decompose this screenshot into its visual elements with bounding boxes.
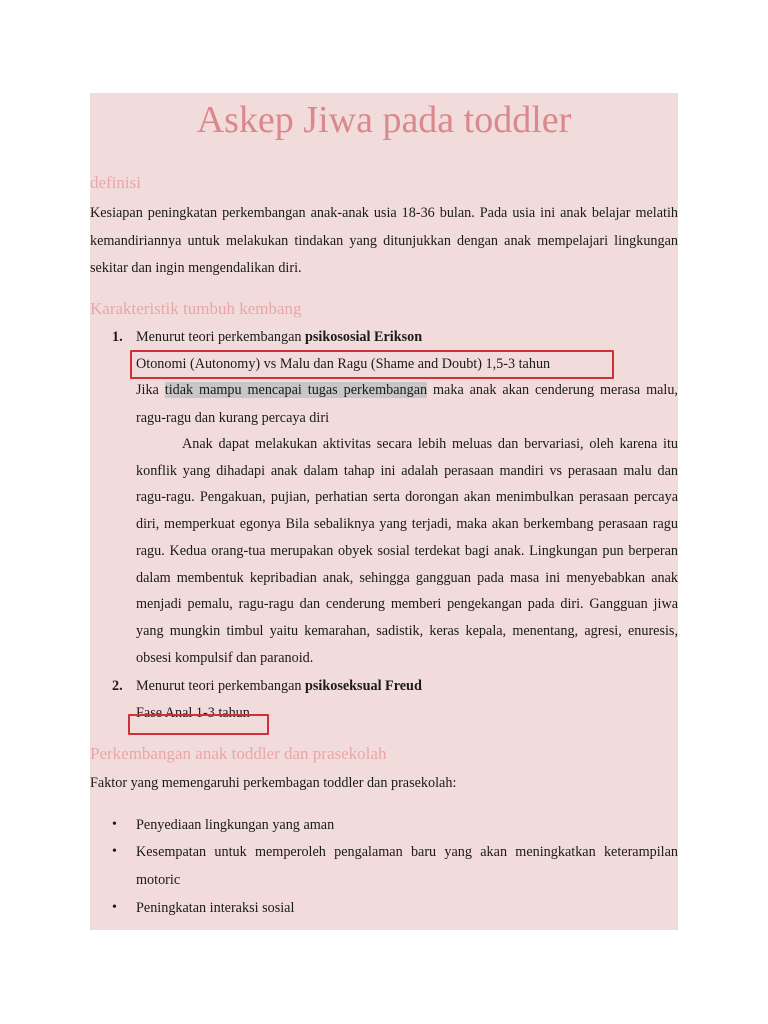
bullet-dot: • <box>112 817 117 832</box>
item1-jika-highlight: tidak mampu mencapai tugas perkembangan <box>164 382 428 398</box>
bullet-item: Penyediaan lingkungan yang aman <box>136 817 335 833</box>
item2-intro: Menurut teori perkembangan <box>136 678 306 694</box>
bullet-item: Kesempatan untuk memperoleh pengalaman baru yang akan meningkatkan keterampilan motoric <box>136 844 678 888</box>
list-number-1: 1. <box>112 329 123 345</box>
item2-title <box>136 676 422 696</box>
item1-bold: psikososial Erikson <box>305 329 423 345</box>
item1-jika <box>136 377 678 432</box>
document-title: Askep Jiwa pada toddler <box>196 99 572 141</box>
heading-perkembangan: Perkembangan anak toddler dan prasekolah <box>90 744 387 763</box>
heading-definisi: definisi <box>90 173 141 192</box>
bullet-item: Peningkatan interaksi sosial <box>136 900 295 916</box>
item1-intro: Menurut teori perkembangan <box>136 329 306 345</box>
item1-jika-prefix: Jika <box>136 382 165 398</box>
document-page <box>90 93 678 930</box>
heading-karakteristik: Karakteristik tumbuh kembang <box>90 299 302 318</box>
item1-jika-suffix: maka anak akan cenderung merasa malu, ragu-ragu dan kurang percaya diri <box>136 382 678 426</box>
item2-bold: psikoseksual Freud <box>305 678 422 694</box>
bullet-dot: • <box>112 900 117 915</box>
item1-title <box>136 327 422 347</box>
item1-paragraph: Anak dapat melakukan aktivitas secara lebih meluas dan bervariasi, oleh karena itu konflik yang dihadapi anak dalam tahap ini adalah perasaan mandiri vs perasaan malu dan ragu-ragu. Pengakuan, pujian, perhatian serta dorongan akan menimbulkan perasaan percaya diri, memperkuat egonya Bila sebaliknya yang terjadi, maka akan berkembang perasaan ragu ragu. Kedua orang-tua merupakan obyek sosial terdekat bagi anak. Lingkungan pun berperan dalam membentuk kepribadian anak, sehingga gangguan pada masa ini menyebabkan anak menjadi pemalu, ragu-ragu dan cenderung memberi pengekangan pada diri. Gangguan jiwa yang mungkin timbul yaitu kemarahan, sadistik, keras kepala, menentang, agresi, enuresis, obsesi kompulsif dan paranoid. <box>136 436 678 666</box>
highlight-box-2 <box>128 714 269 735</box>
perkembangan-intro: Faktor yang memengaruhi perkembagan toddler dan prasekolah: <box>90 775 457 791</box>
list-number-2: 2. <box>112 678 123 694</box>
definisi-text: Kesiapan peningkatan perkembangan anak-anak usia 18-36 bulan. Pada usia ini anak belajar melatih kemandiriannya untuk melakukan tindakan yang ditunjukkan dengan anak mempelajari lingkungan sekitar dan ingin mengendalikan diri. <box>90 205 678 276</box>
bullet-dot: • <box>112 844 117 859</box>
item1-stage: Otonomi (Autonomy) vs Malu dan Ragu (Shame and Doubt) 1,5-3 tahun <box>136 356 551 372</box>
item2-stage: Fase Anal 1-3 tahun <box>136 705 250 721</box>
highlight-box-1 <box>130 350 614 379</box>
